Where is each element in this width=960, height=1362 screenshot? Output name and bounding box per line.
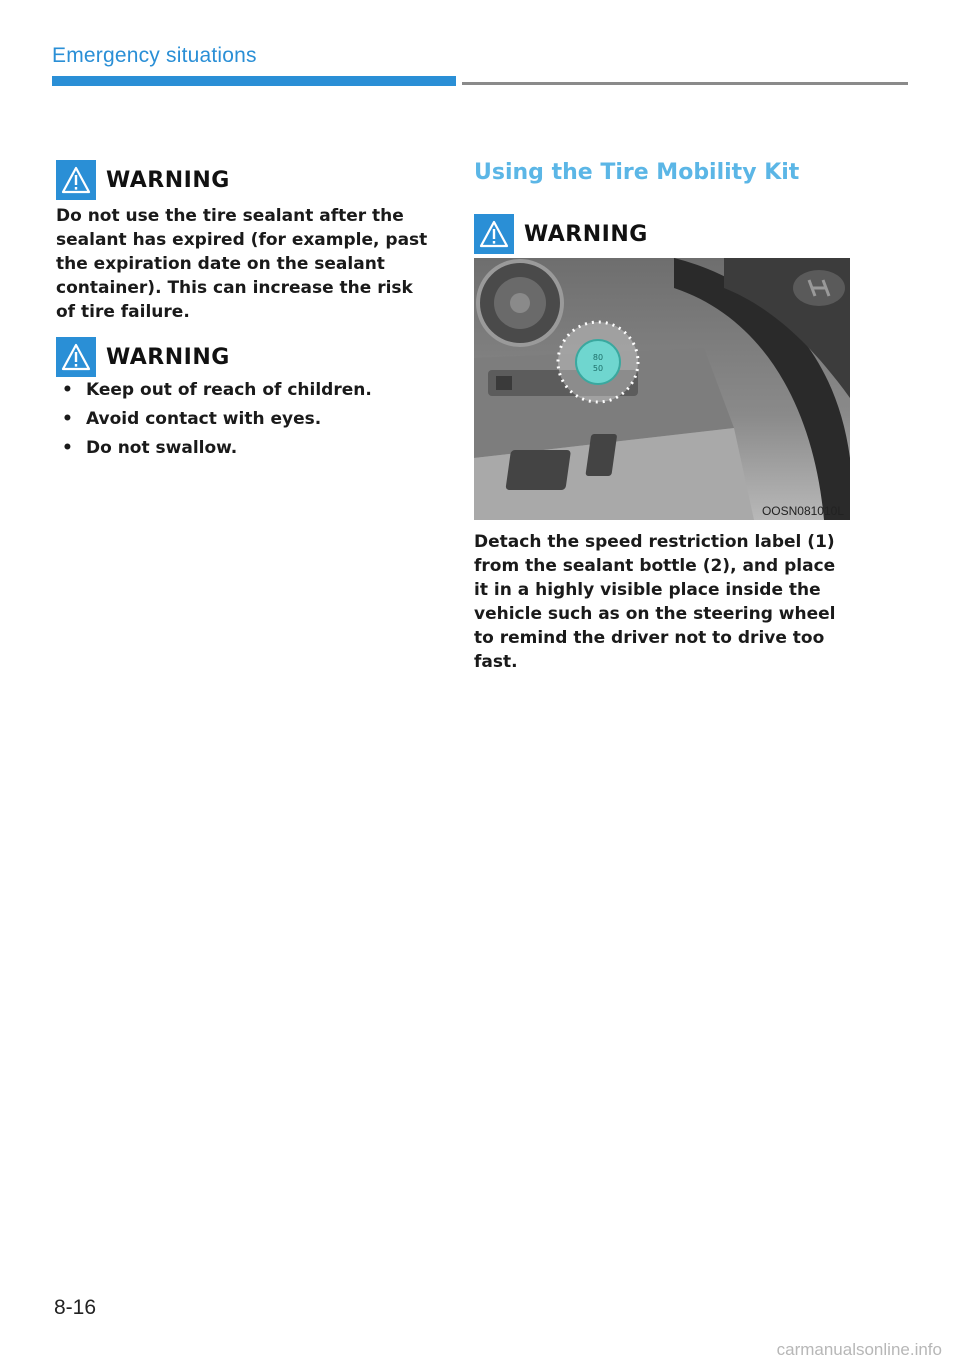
list-item — [54, 378, 434, 402]
warning-triangle-icon — [56, 160, 96, 200]
list-item — [54, 407, 434, 431]
header-section-title: Emergency situations — [52, 44, 257, 67]
warning-heading-2 — [56, 337, 230, 377]
warning-heading-3 — [474, 214, 648, 254]
list-item-text: Avoid contact with eyes. — [86, 409, 322, 429]
figure-code: OOSN081010L — [761, 504, 844, 518]
speed-label-value: 80 — [592, 353, 604, 362]
list-item-text: Do not swallow. — [86, 438, 238, 458]
speed-label-value: 50 — [592, 364, 604, 373]
warning-triangle-icon — [56, 337, 96, 377]
section-heading: Using the Tire Mobility Kit — [474, 160, 800, 185]
header-bar-accent — [52, 76, 456, 86]
warning-label: WARNING — [524, 221, 648, 247]
list-item-text: Keep out of reach of children. — [86, 380, 372, 400]
instruction-text: Detach the speed restriction label (1) from the sealant bottle (2), and place it in a highly visible place inside the vehicle such as on the steering wheel to remind the driver not to drive too fast. — [474, 532, 836, 672]
warning-label: WARNING — [106, 344, 230, 370]
warning-heading-1 — [56, 160, 230, 200]
list-item — [54, 436, 434, 460]
header-bar-rule — [462, 82, 908, 85]
warning-label: WARNING — [106, 167, 230, 193]
bullet-dot: • — [62, 438, 73, 458]
page-number: 8-16 — [54, 1296, 97, 1319]
watermark: carmanualsonline.info — [776, 1340, 942, 1359]
warning-text-1: Do not use the tire sealant after the sealant has expired (for example, past the expiration date on the sealant container). This can increase the risk of tire failure. — [56, 206, 428, 322]
steering-wheel-illustration — [474, 258, 850, 520]
bullet-dot: • — [62, 409, 73, 429]
warning-triangle-icon — [474, 214, 514, 254]
warning-bullet-list — [54, 378, 434, 465]
bullet-dot: • — [62, 380, 73, 400]
